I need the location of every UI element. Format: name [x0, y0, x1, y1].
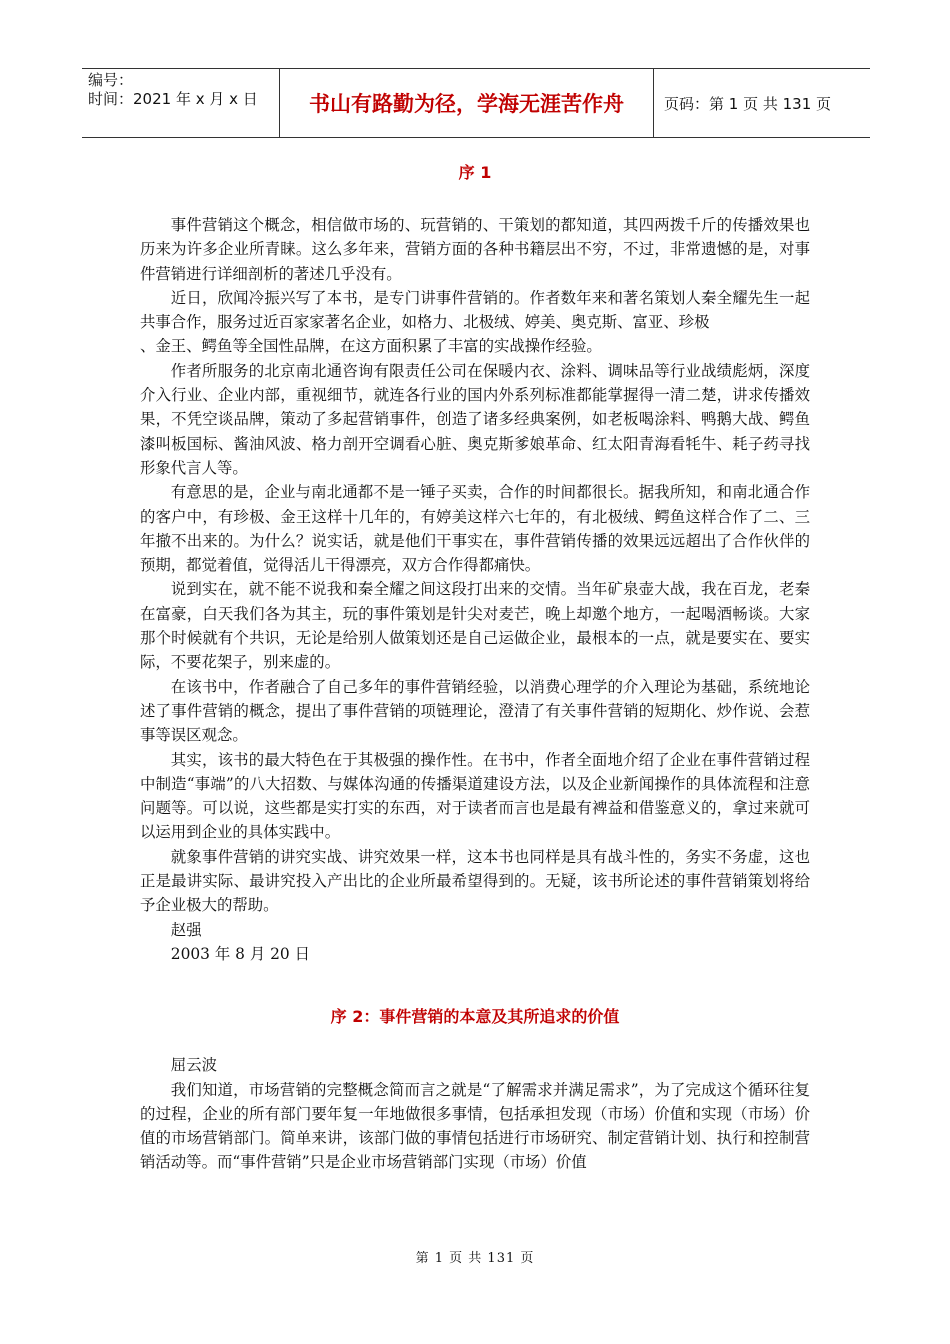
paragraph: 在该书中，作者融合了自己多年的事件营销经验，以消费心理学的介入理论为基础，系统地论述了事件营销的概念，提出了事件营销的项链理论，澄清了有关事件营销的短期化、炒作说、会惹事等误区观念。	[140, 677, 810, 745]
header-meta	[82, 69, 280, 137]
section-1-title: 序 1	[458, 163, 492, 182]
page-footer: 第 1 页 共 131 页	[415, 1251, 535, 1266]
paragraph: 事件营销这个概念，相信做市场的、玩营销的、干策划的都知道，其四两拨千斤的传播效果也历来为许多企业所青睐。这么多年来，营销方面的各种书籍层出不穷，不过，非常遗憾的是，对事件营销进行详细剖析的著述几乎没有。	[140, 216, 810, 283]
paragraph: 作者所服务的北京南北通咨询有限责任公司在保暖内衣、涂料、调味品等行业战绩彪炳，深度介入行业、企业内部，重视细节，就连各行业的国内外系列标准都能掌握得一清二楚，讲求传播效果，不凭空谈品牌，策动了多起营销事件，创造了诸多经典案例，如老板喝涂料、鸭鹅大战、鳄鱼漆叫板国标、酱油风波、格力剖开空调看心脏、奥克斯爹娘革命、红太阳青海看牦牛、耗子药寻找形象代言人等。	[140, 361, 810, 477]
header-page-info: 页码：第 1 页 共 131 页	[664, 94, 832, 113]
paragraph: 就象事件营销的讲究实战、讲究效果一样，这本书也同样是具有战斗性的，务实不务虚，这也正是最讲实际、最讲究投入产出比的企业所最希望得到的。无疑，该书所论述的事件营销策划将给予企业极大的帮助。	[140, 847, 810, 915]
paragraph: 有意思的是，企业与南北通都不是一锤子买卖，合作的时间都很长。据我所知，和南北通合作的客户中，有珍极、金王这样十几年的，有婷美这样六七年的，有北极绒、鳄鱼这样合作了二、三年撤不出来的。为什么？说实话，就是他们干事实在，事件营销传播的效果远远超出了合作伙伴的预期，都觉着值，觉得活儿干得漂亮，双方合作得都痛快。	[140, 483, 810, 575]
page-header	[82, 68, 870, 138]
document-body	[140, 152, 810, 1175]
section-1-author: 赵强	[170, 920, 202, 939]
section-2-author: 屈云波	[170, 1056, 217, 1075]
section-1-date: 2003 年 8 月 20 日	[170, 944, 310, 963]
paragraph: 我们知道，市场营销的完整概念简而言之就是“了解需求并满足需求”，为了完成这个循环往复的过程，企业的所有部门要年复一年地做很多事情，包括承担发现（市场）价值和实现（市场）价值的市场营销部门。简单来讲，该部门做的事情包括进行市场研究、制定营销计划、执行和控制营销活动等。而“事件营销”只是企业市场营销部门实现（市场）价值	[140, 1080, 810, 1172]
section-2-title: 序 2：事件营销的本意及其所追求的价值	[330, 1007, 620, 1027]
paragraph: 其实，该书的最大特色在于其极强的操作性。在书中，作者全面地介绍了企业在事件营销过程中制造“事端”的八大招数、与媒体沟通的传播渠道建设方法，以及企业新闻操作的具体流程和注意问题等。可以说，这些都是实打实的东西，对于读者而言也是最有裨益和借鉴意义的，拿过来就可以运用到企业的具体实践中。	[140, 750, 810, 842]
paragraph: 说到实在，就不能不说我和秦全耀之间这段打出来的交情。当年矿泉壶大战，我在百龙，老秦在富豪，白天我们各为其主，玩的事件策划是针尖对麦芒，晚上却邀个地方，一起喝酒畅谈。大家那个时候就有个共识，无论是给别人做策划还是自己运做企业，最根本的一点，就是要实在、要实际，不要花架子，别来虚的。	[140, 580, 810, 672]
document-date: 时间：2021 年 x 月 x 日	[88, 90, 258, 108]
header-motto: 书山有路勤为径，学海无涯苦作舟	[280, 69, 654, 137]
document-number-label: 编号：	[88, 71, 134, 89]
paragraph: 、金王、鳄鱼等全国性品牌，在这方面积累了丰富的实战操作经验。	[140, 337, 602, 356]
paragraph: 近日，欣闻冷振兴写了本书，是专门讲事件营销的。作者数年来和著名策划人秦全耀先生一起共事合作，服务过近百家家著名企业，如格力、北极绒、婷美、奥克斯、富亚、珍极	[140, 288, 810, 332]
